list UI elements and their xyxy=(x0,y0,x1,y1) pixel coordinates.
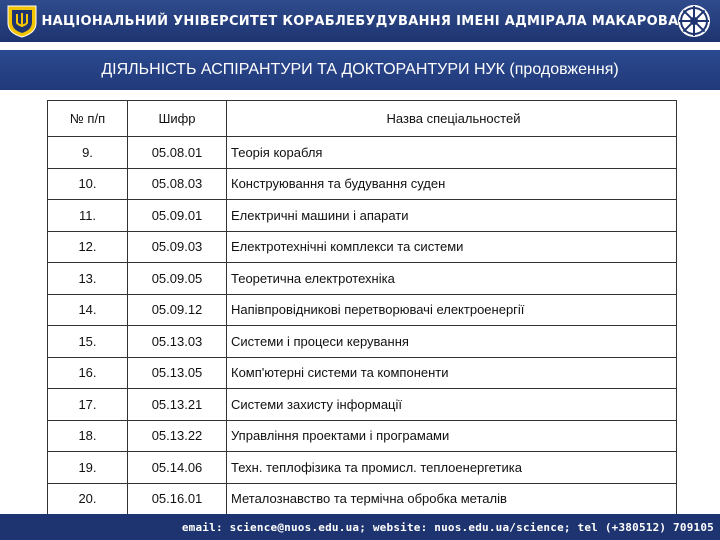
row-number: 13. xyxy=(48,263,128,295)
table-row xyxy=(48,137,677,169)
specialty-code: 05.09.03 xyxy=(128,231,227,263)
table-row xyxy=(48,326,677,358)
specialties-table xyxy=(47,100,677,515)
specialty-name: Електричні машини і апарати xyxy=(227,200,677,232)
table-row xyxy=(48,357,677,389)
specialty-code: 05.14.06 xyxy=(128,452,227,484)
specialty-code: 05.13.22 xyxy=(128,420,227,452)
specialty-name: Теоретична електротехніка xyxy=(227,263,677,295)
row-number: 12. xyxy=(48,231,128,263)
table-row xyxy=(48,231,677,263)
specialty-code: 05.08.01 xyxy=(128,137,227,169)
table-row xyxy=(48,452,677,484)
specialty-code: 05.09.12 xyxy=(128,294,227,326)
row-number: 16. xyxy=(48,357,128,389)
footer-contacts: email: science@nuos.edu.ua; website: nuos.edu.ua/science; tel (+380512) 709105 xyxy=(181,520,714,534)
specialty-name: Комп'ютерні системи та компоненти xyxy=(227,357,677,389)
specialty-code: 05.13.21 xyxy=(128,389,227,421)
row-number: 10. xyxy=(48,168,128,200)
specialty-code: 05.08.03 xyxy=(128,168,227,200)
specialty-name: Напівпровідникові перетворювачі електроенергії xyxy=(227,294,677,326)
table-header-row xyxy=(48,101,677,137)
row-number: 17. xyxy=(48,389,128,421)
specialty-name: Конструювання та будування суден xyxy=(227,168,677,200)
row-number: 14. xyxy=(48,294,128,326)
table-row xyxy=(48,483,677,515)
footer-bar xyxy=(0,514,720,540)
table-row xyxy=(48,200,677,232)
university-name: НАЦІОНАЛЬНИЙ УНІВЕРСИТЕТ КОРАБЛЕБУДУВАННЯ ІМЕНІ АДМІРАЛА МАКАРОВА xyxy=(41,13,679,29)
column-header-number: № п/п xyxy=(48,101,128,137)
specialty-name: Системи захисту інформації xyxy=(227,389,677,421)
row-number: 9. xyxy=(48,137,128,169)
table-row xyxy=(48,389,677,421)
specialty-name: Управління проектами і програмами xyxy=(227,420,677,452)
column-header-name: Назва спеціальностей xyxy=(227,101,677,137)
row-number: 11. xyxy=(48,200,128,232)
table-row xyxy=(48,420,677,452)
table-row xyxy=(48,168,677,200)
ship-wheel-emblem-icon xyxy=(676,3,712,39)
table-row xyxy=(48,263,677,295)
slide-title-band xyxy=(0,50,720,90)
specialty-code: 05.13.05 xyxy=(128,357,227,389)
specialty-code: 05.09.01 xyxy=(128,200,227,232)
table-row xyxy=(48,294,677,326)
specialty-name: Системи і процеси керування xyxy=(227,326,677,358)
specialty-name: Теорія корабля xyxy=(227,137,677,169)
specialty-name: Металознавство та термічна обробка металів xyxy=(227,483,677,515)
university-crest-icon xyxy=(4,3,40,39)
row-number: 18. xyxy=(48,420,128,452)
specialty-code: 05.09.05 xyxy=(128,263,227,295)
header-bar xyxy=(0,0,720,42)
specialty-code: 05.13.03 xyxy=(128,326,227,358)
specialty-name: Техн. теплофізика та промисл. теплоенергетика xyxy=(227,452,677,484)
row-number: 19. xyxy=(48,452,128,484)
column-header-code: Шифр xyxy=(128,101,227,137)
specialty-name: Електротехнічні комплекси та системи xyxy=(227,231,677,263)
row-number: 15. xyxy=(48,326,128,358)
slide-title: ДІЯЛЬНІСТЬ АСПІРАНТУРИ ТА ДОКТОРАНТУРИ НУК (продовження) xyxy=(101,61,619,78)
row-number: 20. xyxy=(48,483,128,515)
specialty-code: 05.16.01 xyxy=(128,483,227,515)
